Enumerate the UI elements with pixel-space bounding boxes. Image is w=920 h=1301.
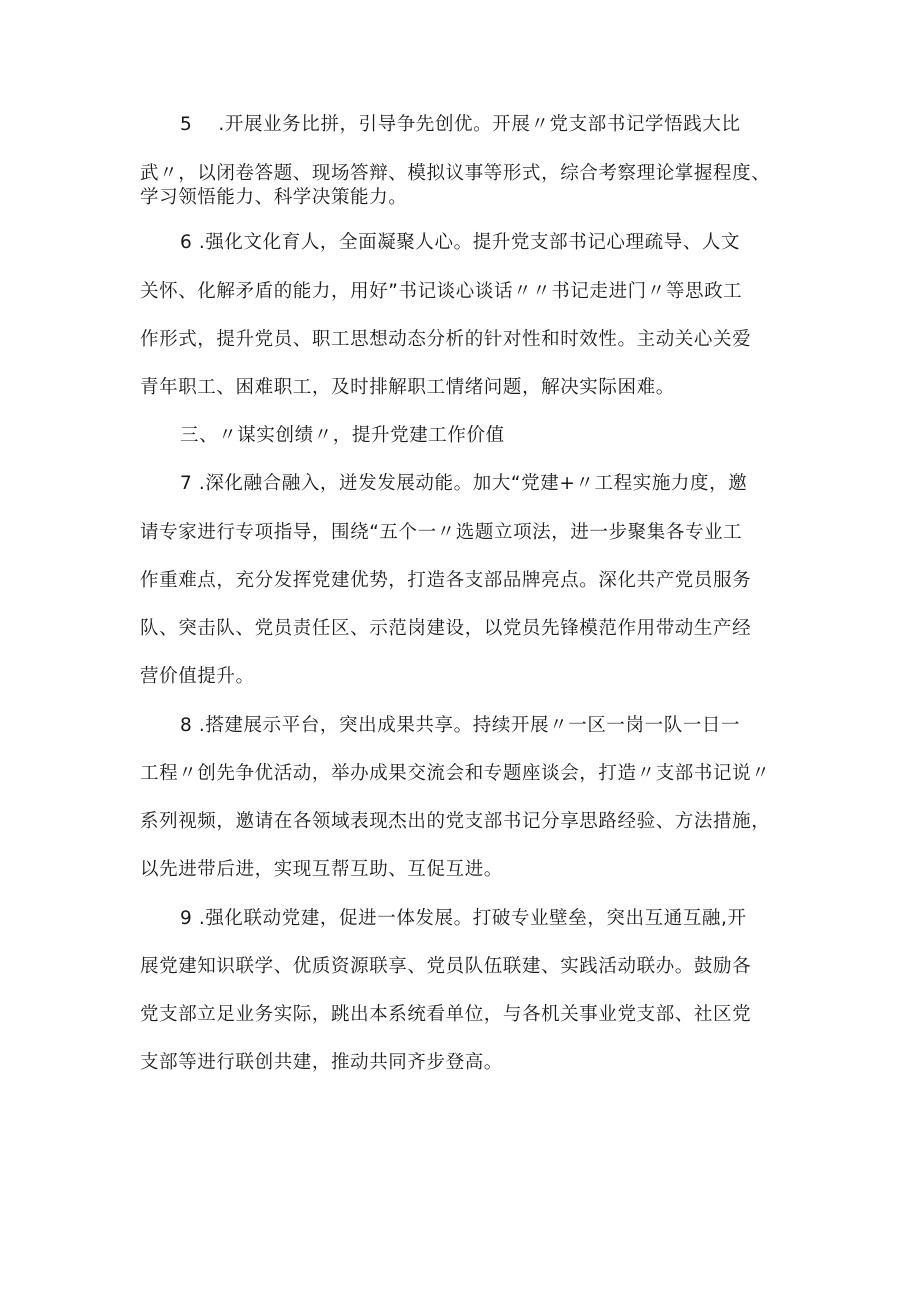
p5-line-3: 学习领悟能力、科学决策能力。 [140, 187, 408, 208]
p5-line-1 [180, 113, 741, 137]
p8-line-4: 以先进带后进，实现互帮互助、互促互进。 [140, 859, 503, 880]
p6-line-3: 作形式，提升党员、职工思想动态分析的针对性和时效性。主动关心关爱 [140, 329, 752, 350]
p7-line-4: 队、突击队、党员责任区、示范岗建设，以党员先锋模范作用带动生产经 [140, 618, 752, 639]
p5-number: 5 [180, 114, 193, 135]
p7-line-3: 作重难点，充分发挥党建优势，打造各支部品牌亮点。深化共产党员服务 [140, 570, 752, 591]
p5-line-1-text: .开展业务比拼，引导争先创优。开展〃党支部书记学悟践大比 [218, 114, 741, 135]
p8-line-2: 工程〃创先争优活动，举办成果交流会和专题座谈会，打造〃支部书记说〃 [140, 763, 771, 784]
p6-line-4: 青年职工、困难职工，及时排解职工情绪问题，解决实际困难。 [140, 377, 675, 398]
p5-line-2: 武〃，以闭卷答题、现场答辩、模拟议事等形式，综合考察理论掌握程度、 [140, 163, 771, 184]
p9-line-3: 党支部立足业务实际，跳出本系统看单位，与各机关事业党支部、社区党 [140, 1004, 752, 1025]
p9-line-2: 展党建知识联学、优质资源联享、党员队伍联建、实践活动联办。鼓励各 [140, 956, 752, 977]
p6-line-2: 关怀、化解矛盾的能力，用好”书记谈心谈话〃〃书记走进门〃等思政工 [140, 281, 743, 302]
section-heading-3: 三、〃谋实创绩〃，提升党建工作价值 [180, 425, 505, 446]
p7-line-5: 营价值提升。 [140, 666, 255, 687]
p8-line-1: 8 .搭建展示平台，突出成果共享。持续开展〃一区一岗一队一日一 [180, 715, 741, 736]
p8-line-3: 系列视频，邀请在各领域表现杰出的党支部书记分享思路经验、方法措施， [140, 811, 771, 832]
p6-line-1: 6 .强化文化育人，全面凝聚人心。提升党支部书记心理疏导、人文 [180, 232, 741, 253]
p7-line-1: 7 .深化融合融入，迸发发展动能。加大“党建+〃工程实施力度，邀 [180, 473, 748, 494]
p7-line-2: 请专家进行专项指导，围绕“五个一〃选题立项法，进一步聚集各专业工 [140, 522, 743, 543]
p9-line-1: 9 .强化联动党建，促进一体发展。打破专业壁垒，突出互通互融,开 [180, 908, 747, 929]
p9-line-4: 支部等进行联创共建，推动共同齐步登高。 [140, 1052, 503, 1073]
